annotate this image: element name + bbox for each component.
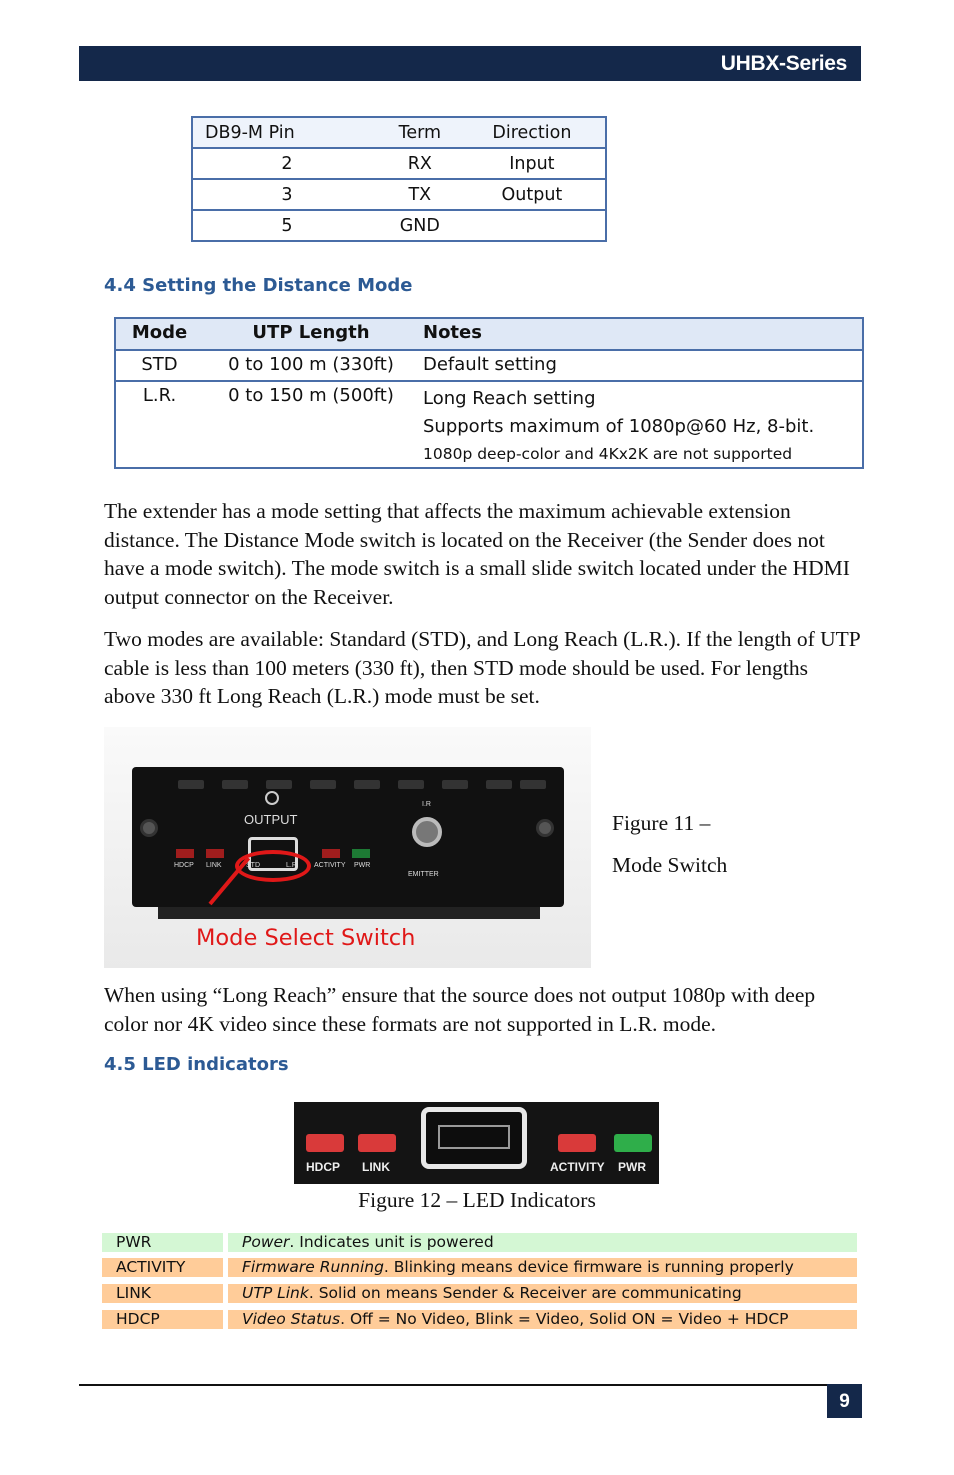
column-header: Mode	[131, 322, 188, 343]
std-label: STD	[246, 862, 260, 869]
table-cell: STD	[141, 354, 178, 375]
led-name: PWR	[102, 1233, 223, 1252]
section-heading-led-indicators: 4.5 LED indicators	[104, 1054, 289, 1075]
mode-switch-photo	[104, 727, 591, 968]
footer-divider	[79, 1384, 827, 1386]
hdcp-led-icon	[176, 849, 194, 858]
table-cell	[419, 381, 863, 468]
pwr-label: PWR	[354, 862, 371, 869]
column-header: UTP Length	[252, 322, 370, 343]
figure-caption: Figure 12 – LED Indicators	[358, 1188, 596, 1212]
table-header-row	[192, 117, 606, 148]
screw-icon	[140, 819, 158, 837]
hdcp-label: HDCP	[306, 1160, 341, 1174]
header-title: UHBX-Series	[720, 52, 847, 75]
paragraph: Two modes are available: Standard (STD), and Long Reach (L.R.). If the length of UTP cable is less than 100 meters (330 ft), then STD mode should be used. For lengths above 330 ft Long Reach (L.R.) mode must be set.	[104, 627, 860, 708]
paragraph: The extender has a mode setting that affects the maximum achievable extension distance. The Distance Mode switch is located on the Receiver (the Sender does not have a mode switch). The mode switch is a small slide switch located under the HDMI output connector on the Receiver.	[104, 499, 850, 609]
section-heading-distance-mode: 4.4 Setting the Distance Mode	[104, 275, 413, 296]
emitter-jack-icon	[412, 817, 442, 847]
led-indicators-image	[294, 1102, 659, 1184]
table-row	[102, 1284, 857, 1303]
link-label: LINK	[206, 862, 222, 869]
led-name: HDCP	[102, 1310, 223, 1329]
table-cell: 3	[192, 179, 381, 210]
table-cell: 0 to 100 m (330ft)	[228, 354, 394, 375]
pwr-label: PWR	[618, 1160, 646, 1174]
ir-jack-icon	[265, 791, 279, 805]
table-cell: Output	[459, 179, 606, 210]
table-row	[192, 179, 606, 210]
table-cell: Default setting	[423, 354, 557, 375]
hdmi-port-icon	[421, 1107, 527, 1169]
figure-caption: Mode Switch	[612, 853, 728, 877]
table-cell: L.R.	[142, 385, 177, 406]
photo-annotation: Mode Select Switch	[196, 925, 416, 951]
note-line: 1080p deep-color and 4Kx2K are not supported	[423, 445, 793, 463]
link-led-icon	[206, 849, 224, 858]
column-header: Notes	[423, 322, 482, 343]
table-cell: RX	[381, 148, 459, 179]
led-description: Power. Indicates unit is powered	[228, 1233, 857, 1252]
hdcp-led-icon	[306, 1134, 344, 1152]
page-header	[79, 46, 861, 81]
ir-label: I.R	[422, 801, 431, 808]
table-cell: Input	[459, 148, 606, 179]
pwr-led-icon	[614, 1134, 652, 1152]
activity-led-icon	[322, 849, 340, 858]
link-led-icon	[358, 1134, 396, 1152]
table-row	[115, 381, 863, 468]
figure-caption: Figure 11 –	[612, 811, 711, 835]
column-header: DB9-M Pin	[192, 117, 381, 148]
activity-label: ACTIVITY	[314, 862, 346, 869]
output-label: OUTPUT	[244, 812, 298, 827]
table-row	[192, 148, 606, 179]
highlight-circle-icon	[235, 850, 311, 882]
table-cell	[459, 210, 606, 241]
link-label: LINK	[362, 1160, 390, 1174]
screw-icon	[536, 819, 554, 837]
table-header-row	[115, 318, 863, 350]
table-cell: TX	[381, 179, 459, 210]
table-row	[102, 1233, 857, 1252]
activity-led-icon	[558, 1134, 596, 1152]
table-cell: 0 to 150 m (500ft)	[228, 385, 394, 406]
note-line: Supports maximum of 1080p@60 Hz, 8-bit.	[423, 416, 815, 437]
column-header: Direction	[459, 117, 606, 148]
column-header: Term	[381, 117, 459, 148]
page-number: 9	[827, 1384, 862, 1418]
led-description: Video Status. Off = No Video, Blink = Video, Solid ON = Video + HDCP	[228, 1310, 857, 1329]
led-description: Firmware Running. Blinking means device firmware is running properly	[228, 1258, 857, 1277]
led-name: LINK	[102, 1284, 223, 1303]
pwr-led-icon	[352, 849, 370, 858]
db9-pin-table	[191, 116, 607, 242]
paragraph: When using “Long Reach” ensure that the source does not output 1080p with deep color nor 4K video since these formats are not supported in L.R. mode.	[104, 983, 816, 1036]
table-cell: GND	[381, 210, 459, 241]
activity-label: ACTIVITY	[550, 1160, 605, 1174]
led-name: ACTIVITY	[102, 1258, 223, 1277]
table-cell: 5	[192, 210, 381, 241]
lr-switch-label: L.R	[286, 862, 297, 869]
hdcp-label: HDCP	[174, 862, 194, 869]
receiver-device-image	[132, 767, 564, 907]
table-cell: 2	[192, 148, 381, 179]
table-row	[102, 1258, 857, 1277]
emitter-label: EMITTER	[408, 871, 439, 878]
table-row	[192, 210, 606, 241]
note-line: Long Reach setting	[423, 388, 596, 409]
table-row	[102, 1310, 857, 1329]
table-row	[115, 350, 863, 381]
distance-mode-table	[114, 317, 864, 469]
led-description: UTP Link. Solid on means Sender & Receiver are communicating	[228, 1284, 857, 1303]
